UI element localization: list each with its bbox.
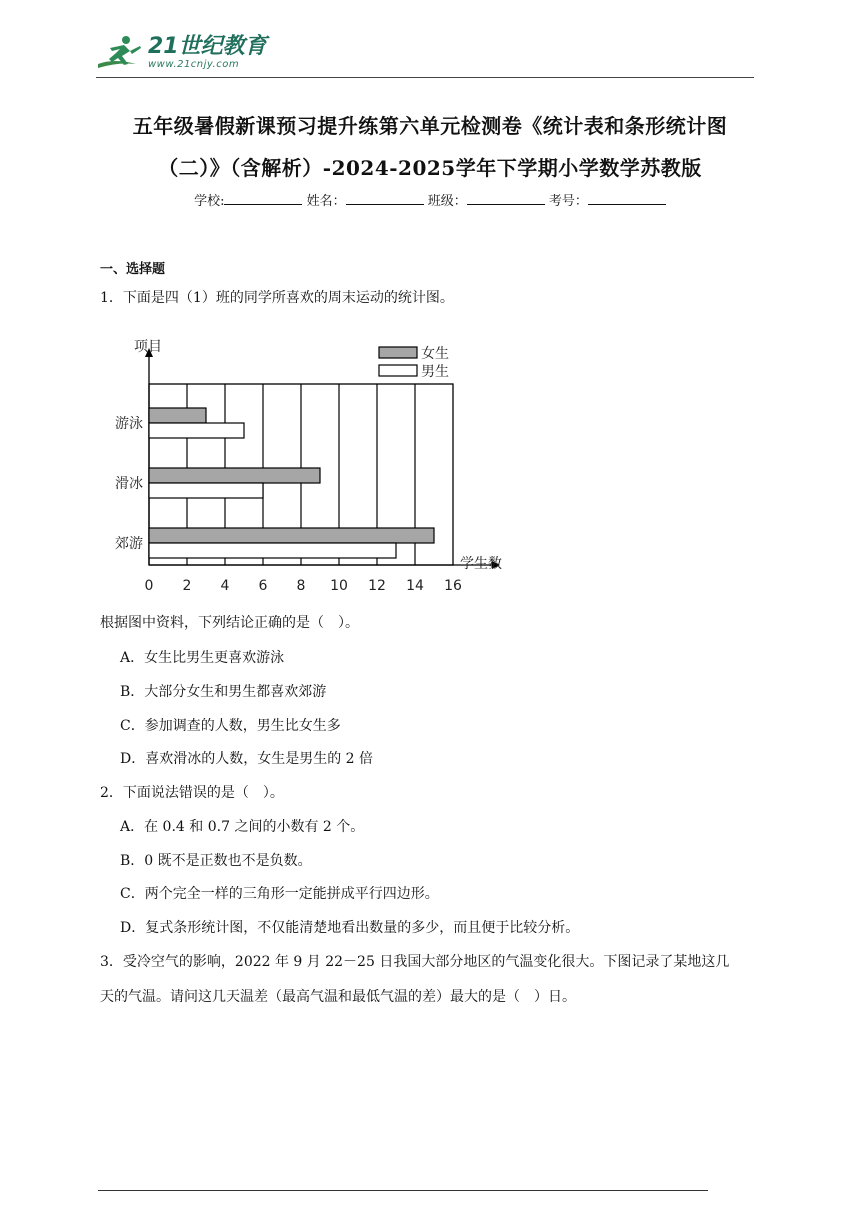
legend-label: 女生 — [421, 346, 449, 362]
q2-option-d[interactable]: D．复式条形统计图，不仅能清楚地看出数量的多少，而且便于比较分析。 — [120, 920, 580, 936]
x-tick-label: 12 — [368, 578, 386, 594]
exam-number-blank[interactable] — [588, 193, 666, 205]
bar-male — [149, 423, 244, 438]
x-tick-label: 8 — [296, 578, 306, 594]
x-tick-label: 14 — [406, 578, 424, 594]
x-axis-title: 学生数 — [460, 556, 502, 572]
bar-female — [149, 528, 434, 543]
legend-label: 男生 — [421, 364, 449, 380]
y-axis-title: 项目 — [134, 339, 162, 355]
q3-stem-line1: 3．受冷空气的影响，2022 年 9 月 22－25 日我国大部分地区的气温变化很大。下图记录了某地这几 — [100, 954, 730, 970]
q1-option-a[interactable]: A．女生比男生更喜欢游泳 — [120, 650, 285, 666]
bar-female — [149, 408, 206, 423]
q1-prompt: 根据图中资料，下列结论正确的是（ ）。 — [100, 615, 359, 631]
x-tick-label: 6 — [258, 578, 268, 594]
page-title-line2: （二）》（含解析）-2024-2025学年下学期小学数学苏教版 — [158, 156, 702, 180]
legend-swatch — [379, 347, 417, 358]
q2-option-a[interactable]: A．在 0.4 和 0.7 之间的小数有 2 个。 — [120, 819, 365, 835]
bar-male — [149, 483, 263, 498]
q2-stem: 2．下面说法错误的是（ ）。 — [100, 785, 284, 801]
x-tick-label: 0 — [144, 578, 154, 594]
x-tick-label: 16 — [444, 578, 462, 594]
q1-option-d[interactable]: D．喜欢滑冰的人数，女生是男生的 2 倍 — [120, 751, 374, 767]
student-info-fields — [0, 190, 860, 209]
bar-female — [149, 468, 320, 483]
header-divider — [96, 77, 754, 78]
bar-chart — [100, 326, 520, 596]
category-label: 滑冰 — [115, 476, 143, 492]
footer-divider — [98, 1190, 708, 1191]
q1-option-c[interactable]: C．参加调查的人数，男生比女生多 — [120, 718, 341, 734]
school-blank[interactable] — [224, 193, 302, 205]
page-header — [96, 28, 754, 78]
logo — [96, 34, 267, 72]
page-title-line1: 五年级暑假新课预习提升练第六单元检测卷《统计表和条形统计图 — [132, 114, 728, 138]
class-blank[interactable] — [467, 193, 545, 205]
category-label: 郊游 — [115, 536, 143, 552]
name-label: 姓名： — [306, 194, 346, 209]
runner-logo-icon — [96, 34, 144, 72]
name-blank[interactable] — [346, 193, 424, 205]
q2-option-b[interactable]: B．0 既不是正数也不是负数。 — [120, 853, 312, 869]
legend-swatch — [379, 365, 417, 376]
class-label: 班级： — [427, 194, 467, 209]
q1-stem: 1．下面是四（1）班的同学所喜欢的周末运动的统计图。 — [100, 290, 454, 306]
exam-number-label: 考号： — [548, 194, 588, 209]
logo-url-text: www.21cnjy.com — [148, 59, 240, 70]
q1-option-b[interactable]: B．大部分女生和男生都喜欢郊游 — [120, 684, 327, 700]
q2-option-c[interactable]: C．两个完全一样的三角形一定能拼成平行四边形。 — [120, 886, 439, 902]
bar-male — [149, 543, 396, 558]
x-tick-label: 10 — [330, 578, 348, 594]
x-tick-label: 4 — [220, 578, 230, 594]
school-label: 学校: — [194, 194, 225, 209]
section-heading: 一、选择题 — [100, 262, 166, 277]
x-tick-label: 2 — [182, 578, 192, 594]
category-label: 游泳 — [115, 416, 143, 432]
logo-main-text: 21世纪教育 — [148, 34, 267, 59]
q3-stem-line2: 天的气温。请问这几天温差（最高气温和最低气温的差）最大的是（ ）日。 — [100, 989, 576, 1005]
